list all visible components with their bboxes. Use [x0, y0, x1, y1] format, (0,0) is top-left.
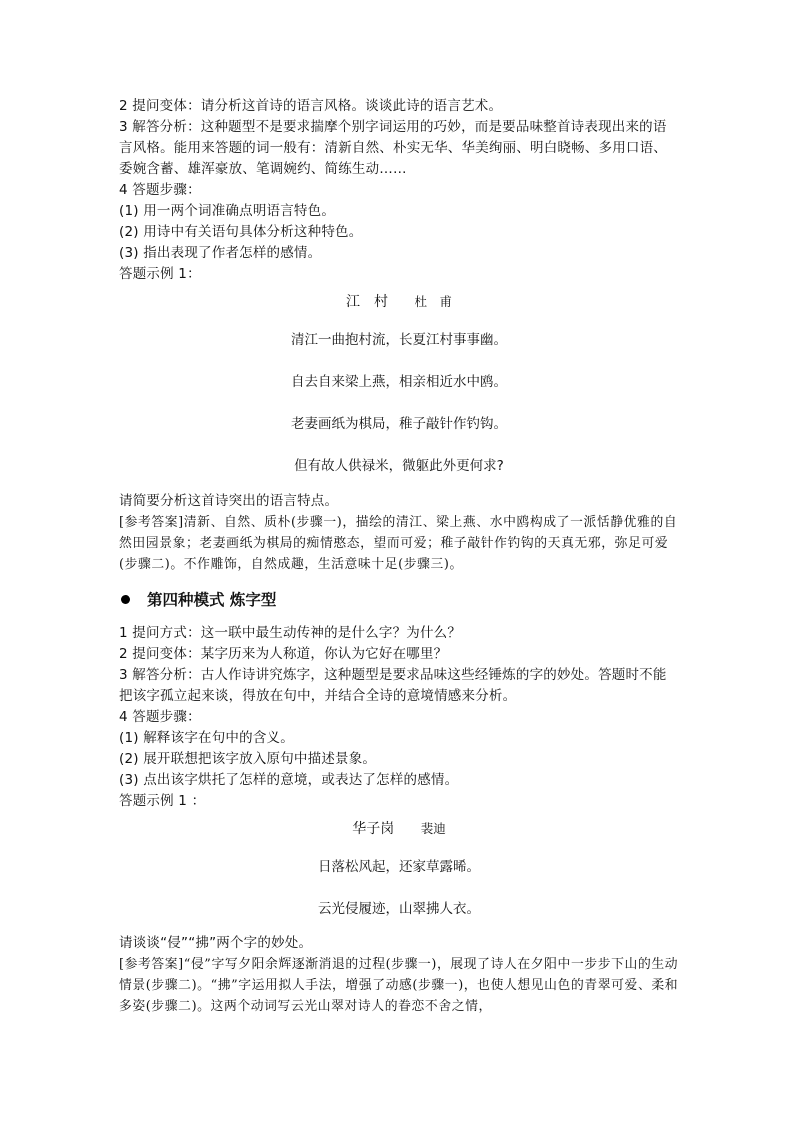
poem-title-text: 华子岗	[352, 820, 395, 837]
poem-title	[119, 816, 679, 842]
poem-line: 日落松风起，还家草露晞。	[318, 858, 480, 875]
poem-author: 裴迪	[420, 820, 446, 836]
poem-line: 云光侵履迹，山翠拂人衣。	[318, 900, 480, 917]
section-heading-text: 第四种模式 炼字型	[147, 590, 277, 609]
step-item: (3) 点出该字烘托了怎样的意境，或表达了怎样的感情。	[119, 771, 459, 788]
poem-author: 杜 甫	[414, 294, 452, 309]
steps-title: 4 答题步骤：	[119, 708, 201, 725]
step-item: (1) 用一两个词准确点明语言特色。	[119, 203, 336, 219]
question-method-text: 1 提问方式：这一联中最生动传神的是什么字？为什么？	[119, 624, 462, 641]
question-text: 请简要分析这首诗突出的语言特点。	[119, 492, 339, 509]
poem-title	[119, 289, 679, 315]
step-item: (1) 解释该字在句中的含义。	[119, 729, 294, 746]
poem-line: 清江一曲抱村流，长夏江村事事幽。	[291, 332, 507, 348]
poem-line: 老妻画纸为棋局，稚子敲针作钓钩。	[291, 416, 507, 432]
reference-answer: [参考答案]“侵”字写夕阳余辉逐渐消退的过程(步骤一)，展现了诗人在夕阳中一步步下山的生动情景(步骤二)。“拂”字运用拟人手法，增强了动感(步骤一)，也使人想见山色的青翠可爱、柔和多姿(步骤二)。这两个动词写云光山翠对诗人的眷恋不舍之情，	[119, 957, 679, 1014]
section-heading	[119, 585, 679, 615]
poem-title-text: 江 村	[346, 294, 389, 310]
bullet-icon	[121, 595, 130, 604]
steps-title: 4 答题步骤：	[119, 182, 201, 198]
example-label: 答题示例 1：	[119, 266, 201, 282]
step-item: (3) 指出表现了作者怎样的感情。	[119, 245, 322, 261]
question-text: 请谈谈“侵”“拂”两个字的妙处。	[119, 935, 313, 951]
question-variant-text: 2 提问变体：请分析这首诗的语言风格。谈谈此诗的语言艺术。	[119, 98, 503, 114]
answer-analysis-text: 3 解答分析：古人作诗讲究炼字，这种题型是要求品味这些经锤炼的字的妙处。答题时不能把该字孤立起来谈，得放在句中，并结合全诗的意境情感来分析。	[119, 666, 667, 704]
page-content	[119, 96, 679, 1017]
step-item: (2) 展开联想把该字放入原句中描述景象。	[119, 750, 377, 767]
poem-line: 自去自来梁上燕，相亲相近水中鸥。	[291, 374, 507, 390]
question-variant-text: 2 提问变体：某字历来为人称道，你认为它好在哪里？	[119, 645, 448, 662]
step-item: (2) 用诗中有关语句具体分析这种特色。	[119, 224, 363, 240]
example-label: 答题示例 1 ：	[119, 792, 206, 809]
answer-analysis-text: 3 解答分析：这种题型不是要求揣摩个别字词运用的巧妙，而是要品味整首诗表现出来的语言风格。能用来答题的词一般有：清新自然、朴实无华、华美绚丽、明白晓畅、多用口语、委婉含蓄、雄浑豪放、笔调婉约、简练生动……	[119, 119, 667, 177]
poem-line: 但有故人供禄米，微躯此外更何求?	[294, 458, 504, 474]
reference-answer: [参考答案]清新、自然、质朴(步骤一)，描绘的清江、梁上燕、水中鸥构成了一派恬静优雅的自然田园景象；老妻画纸为棋局的痴情憨态，望而可爱；稚子敲针作钓钩的天真无邪，弥足可爱(步骤二)。不作雕饰，自然成趣，生活意味十足(步骤三)。	[119, 514, 678, 572]
